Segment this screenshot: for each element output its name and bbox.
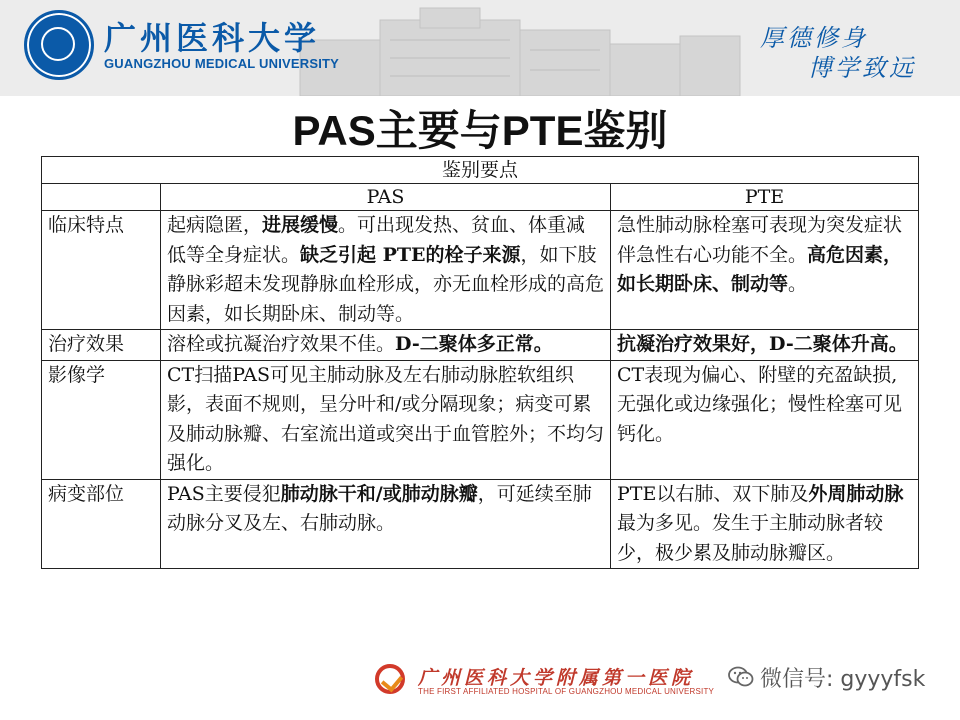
table-row (42, 211, 919, 330)
header-banner (0, 0, 960, 96)
text-segment: 溶栓或抗凝治疗效果不佳。 (167, 333, 396, 355)
bold-text-segment: 肺动脉干和/或肺动脉瓣 (280, 482, 478, 505)
wechat-id: 微信号: gyyyfsk (760, 667, 926, 692)
pas-cell (161, 211, 611, 330)
column-header-pas: PAS (161, 184, 611, 211)
wechat-icon (728, 666, 754, 688)
bold-text-segment: 外周肺动脉 (808, 482, 904, 505)
comparison-table (41, 156, 919, 569)
text-segment: 。 (788, 273, 808, 295)
pte-cell (611, 360, 919, 479)
pas-cell (161, 330, 611, 361)
table-row (42, 479, 919, 569)
row-label: 治疗效果 (42, 330, 161, 361)
bold-text-segment: 高危因素，如长期卧床、制动等 (617, 243, 903, 295)
text-segment: ，可延续至肺动脉分叉及左、右肺动脉。 (167, 482, 592, 534)
university-seal-icon (24, 10, 94, 80)
text-segment: PAS主要侵犯 (167, 482, 281, 505)
table-row (42, 330, 919, 361)
text-segment: CT表现为偏心、附壁的充盈缺损,无强化或边缘强化；慢性栓塞可见钙化。 (617, 363, 903, 445)
pas-cell (161, 360, 611, 479)
motto-line-1: 厚德修身 (760, 24, 868, 52)
text-segment: 急性肺动脉栓塞可表现为突发症状伴急性右心功能不全。 (617, 214, 903, 266)
slide-title: PAS主要与PTE鉴别 (292, 107, 668, 154)
bold-text-segment: D-二聚体多正常。 (395, 333, 553, 355)
university-name-cn: 广州医科大学 (104, 18, 321, 57)
motto-line-2: 博学致远 (808, 54, 916, 82)
table-header-row (42, 157, 919, 184)
table-row (42, 360, 919, 479)
university-logo (24, 10, 339, 80)
pte-cell (611, 479, 919, 569)
university-name-en: GUANGZHOU MEDICAL UNIVERSITY (104, 55, 340, 71)
pas-cell (161, 479, 611, 569)
row-label: 病变部位 (42, 479, 161, 569)
bold-text-segment: 进展缓慢 (262, 214, 339, 236)
empty-corner-cell (42, 184, 161, 211)
pte-cell (611, 330, 919, 361)
column-header-pte: PTE (611, 184, 919, 211)
text-segment: PTE以右肺、双下肺及 (617, 482, 809, 505)
bold-text-segment: 抗凝治疗效果好，D-二聚体升高。 (617, 333, 908, 355)
hospital-logo-icon (375, 664, 405, 694)
table-header: 鉴别要点 (42, 157, 919, 184)
row-label: 临床特点 (42, 211, 161, 330)
text-segment: 起病隐匿， (167, 214, 263, 236)
hospital-name-en: THE FIRST AFFILIATED HOSPITAL OF GUANGZHOU MEDICAL UNIVERSITY (418, 687, 715, 696)
pte-cell (611, 211, 919, 330)
column-header-row (42, 184, 919, 211)
text-segment: 最为多见。发生于主肺动脉者较少，极少累及肺动脉瓣区。 (617, 512, 884, 564)
text-segment: 。可出现发热、贫血、体重减低等全身症状。 (167, 214, 586, 266)
text-segment: CT扫描PAS可见主肺动脉及左右肺动脉腔软组织影，表面不规则，呈分叶和/或分隔现象；病变可累及肺动脉瓣、右室流出道或突出于血管腔外；不均匀强化。 (167, 363, 605, 474)
bold-text-segment: 缺乏引起 PTE的栓子来源 (300, 243, 521, 266)
row-label: 影像学 (42, 360, 161, 479)
hospital-name-cn: 广州医科大学附属第一医院 (418, 667, 695, 689)
text-segment: ，如下肢静脉彩超未发现静脉血栓形成，亦无血栓形成的高危因素，如长期卧床、制动等。 (167, 243, 605, 325)
